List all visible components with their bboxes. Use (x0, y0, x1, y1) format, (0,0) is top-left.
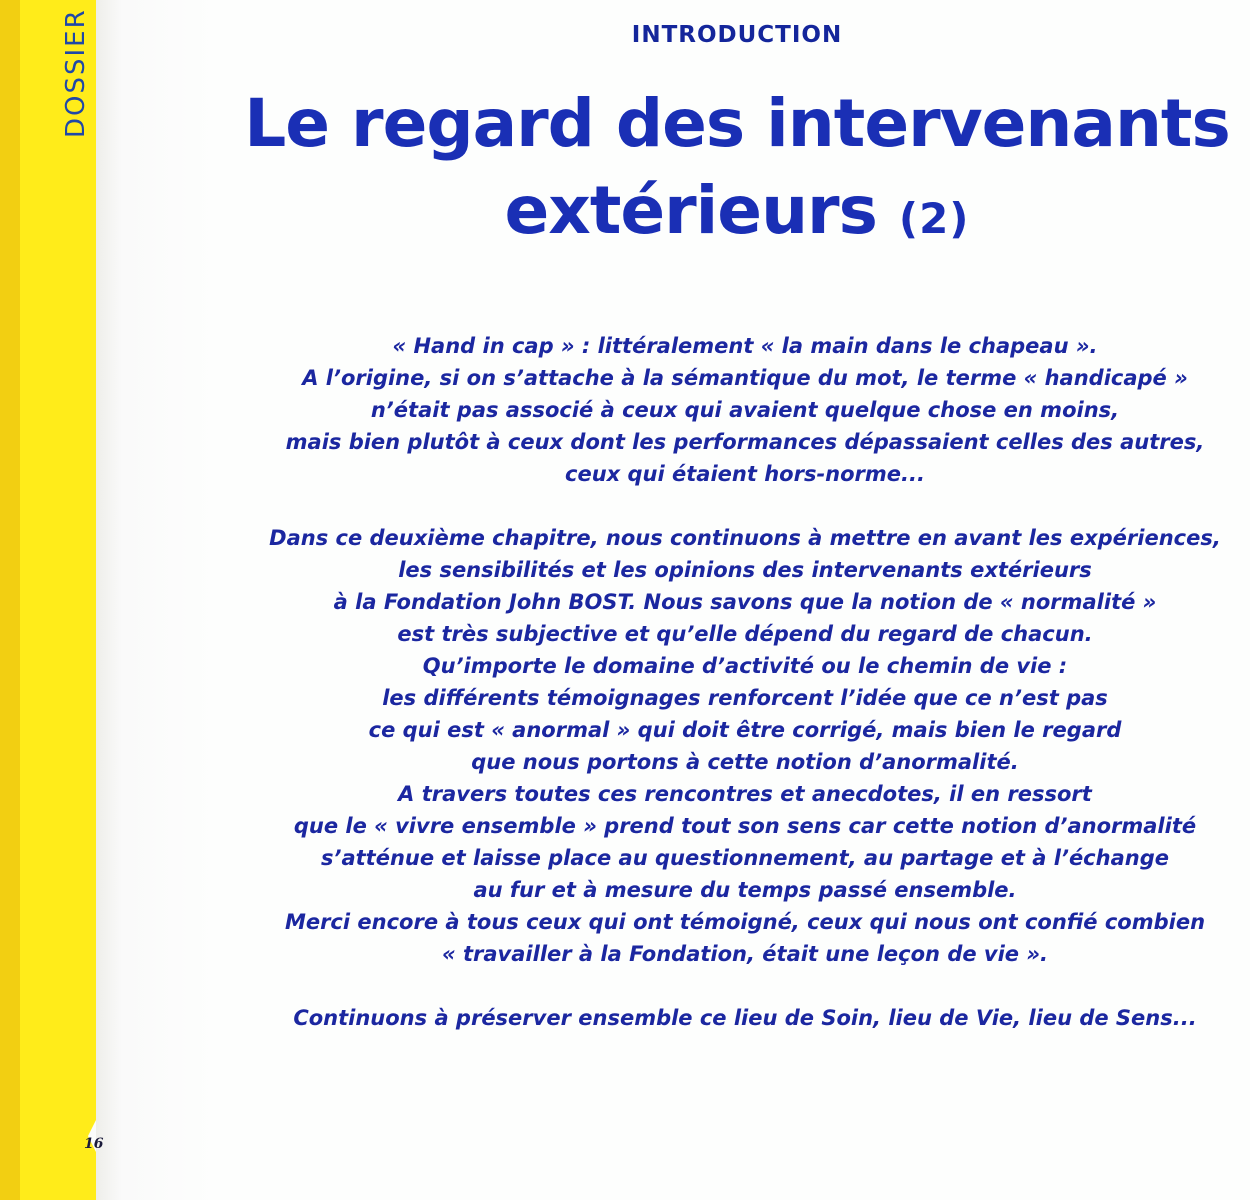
paragraph-gap (250, 490, 1240, 522)
text-line: au fur et à mesure du temps passé ensemble. (473, 878, 1017, 902)
text-line: ce qui est « anormal » qui doit être corrigé, mais bien le regard (368, 718, 1122, 742)
title-number: (2) (898, 194, 970, 243)
paragraph-hand-in-cap (250, 330, 1240, 490)
text-line: Qu’importe le domaine d’activité ou le chemin de vie : (422, 654, 1068, 678)
text-line: A travers toutes ces rencontres et anecdotes, il en ressort (398, 782, 1092, 806)
text-line: « travailler à la Fondation, était une leçon de vie ». (442, 942, 1048, 966)
text-line: à la Fondation John BOST. Nous savons que la notion de « normalité » (333, 590, 1157, 614)
text-line: que le « vivre ensemble » prend tout son sens car cette notion d’anormalité (293, 814, 1197, 838)
title-line-2: extérieurs (504, 172, 877, 249)
paragraph-gap (250, 970, 1240, 1002)
intro-text (250, 330, 1240, 1070)
text-line: s’atténue et laisse place au questionnement, au partage et à l’échange (321, 846, 1169, 870)
text-line: mais bien plutôt à ceux dont les performances dépassaient celles des autres, (285, 430, 1205, 454)
text-line: A l’origine, si on s’attache à la sémantique du mot, le terme « handicapé » (302, 366, 1188, 390)
text-line: ceux qui étaient hors-norme... (565, 462, 925, 486)
text-line: « Hand in cap » : littéralement « la main dans le chapeau ». (392, 334, 1098, 358)
closing-line: Continuons à préserver ensemble ce lieu de Soin, lieu de Vie, lieu de Sens... (293, 1006, 1197, 1030)
text-line: Merci encore à tous ceux qui ont témoigné, ceux qui nous ont confié combien (284, 910, 1206, 934)
paragraph-chapter (250, 522, 1240, 970)
page-number: 16 (84, 1136, 104, 1152)
text-line: Dans ce deuxième chapitre, nous continuons à mettre en avant les expériences, (269, 526, 1221, 550)
title-line-1: Le regard des intervenants (244, 85, 1230, 162)
section-kicker: INTRODUCTION (631, 22, 843, 48)
page-title (232, 80, 1242, 260)
section-label: DOSSIER (61, 8, 91, 138)
text-line: est très subjective et qu’elle dépend du regard de chacun. (397, 622, 1093, 646)
text-line: que nous portons à cette notion d’anormalité. (471, 750, 1019, 774)
text-line: les différents témoignages renforcent l’idée que ce n’est pas (382, 686, 1108, 710)
text-line: n’était pas associé à ceux qui avaient quelque chose en moins, (370, 398, 1120, 422)
sidebar-band-edge (0, 0, 20, 1200)
text-line: les sensibilités et les opinions des intervenants extérieurs (398, 558, 1092, 582)
